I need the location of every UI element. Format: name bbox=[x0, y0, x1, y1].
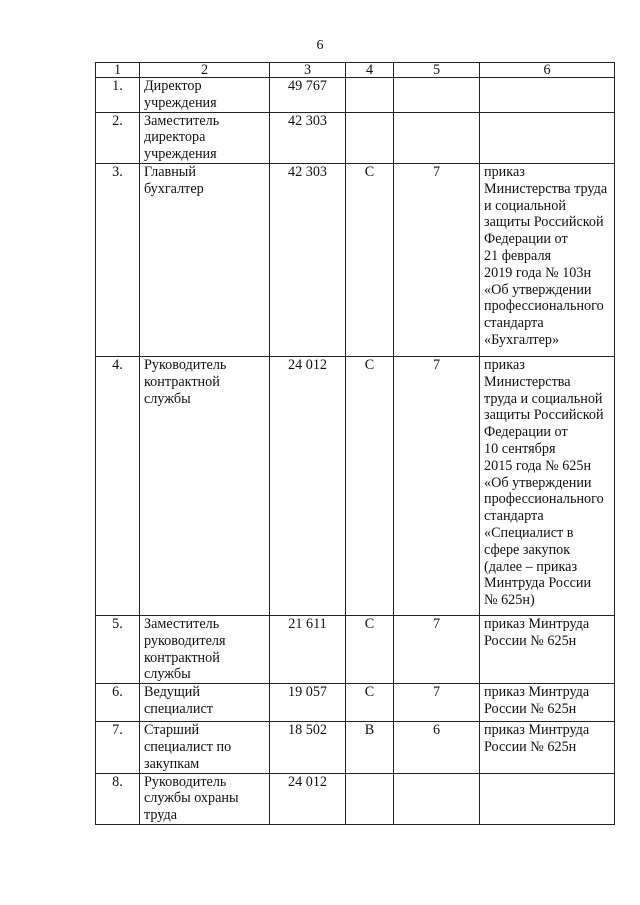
basis-cell-line: приказ bbox=[484, 356, 525, 373]
basis-cell-line: «Бухгалтер» bbox=[484, 331, 560, 348]
column-header: 5 bbox=[394, 63, 480, 78]
salary-cell: 42 303 bbox=[270, 112, 346, 163]
position-cell-line: Старший bbox=[144, 722, 200, 739]
position-cell-line: Руководитель bbox=[144, 356, 227, 373]
basis-cell-line: приказ bbox=[484, 163, 525, 180]
basis-cell bbox=[480, 615, 615, 683]
column-header: 4 bbox=[346, 63, 394, 78]
level-cell: С bbox=[346, 615, 394, 683]
basis-cell-line: 10 сентября bbox=[484, 440, 556, 457]
basis-cell-line: приказ Минтруда bbox=[484, 684, 590, 701]
basis-cell-line: Министерства труда bbox=[484, 180, 608, 197]
position-cell-line: Главный bbox=[144, 163, 196, 180]
basis-cell-line: профессионального bbox=[484, 491, 604, 508]
basis-cell-line: Федерации от bbox=[484, 231, 568, 248]
column-header: 3 bbox=[270, 63, 346, 78]
qualification-cell: 7 bbox=[394, 684, 480, 722]
position-cell-line: труда bbox=[144, 807, 177, 824]
table-row bbox=[96, 356, 615, 615]
basis-cell-line: Минтруда России bbox=[484, 575, 592, 592]
row-number-cell: 1. bbox=[96, 78, 140, 113]
qualification-cell bbox=[394, 773, 480, 824]
position-cell-line: руководителя bbox=[144, 632, 226, 649]
row-number-cell: 3. bbox=[96, 163, 140, 356]
basis-cell-line: стандарта bbox=[484, 508, 544, 525]
position-cell-line: службы bbox=[144, 390, 191, 407]
position-cell-line: Директор bbox=[144, 78, 202, 94]
table-row bbox=[96, 112, 615, 163]
position-cell-line: Ведущий bbox=[144, 684, 200, 701]
table-row bbox=[96, 163, 615, 356]
table-row bbox=[96, 722, 615, 773]
position-cell bbox=[140, 722, 270, 773]
position-cell bbox=[140, 78, 270, 113]
staff-salary-table bbox=[95, 62, 615, 825]
basis-cell-line: № 625н) bbox=[484, 592, 535, 609]
level-cell: В bbox=[346, 722, 394, 773]
basis-cell-line: (далее – приказ bbox=[484, 558, 578, 575]
basis-cell-line: 2019 года № 103н bbox=[484, 264, 592, 281]
basis-cell-line: Министерства bbox=[484, 373, 571, 390]
qualification-cell: 7 bbox=[394, 615, 480, 683]
position-cell bbox=[140, 356, 270, 615]
basis-cell bbox=[480, 773, 615, 824]
salary-cell: 24 012 bbox=[270, 773, 346, 824]
salary-cell: 42 303 bbox=[270, 163, 346, 356]
position-cell-line: закупкам bbox=[144, 755, 200, 772]
row-number-cell: 4. bbox=[96, 356, 140, 615]
position-cell-line: контрактной bbox=[144, 649, 220, 666]
position-cell bbox=[140, 684, 270, 722]
qualification-cell bbox=[394, 78, 480, 113]
position-cell-line: Заместитель bbox=[144, 615, 220, 632]
basis-cell bbox=[480, 112, 615, 163]
position-cell bbox=[140, 615, 270, 683]
level-cell bbox=[346, 112, 394, 163]
position-cell-line: службы охраны bbox=[144, 790, 239, 807]
table-header-row bbox=[96, 63, 615, 78]
basis-cell-line: «Специалист в bbox=[484, 524, 574, 541]
basis-cell-line: защиты Российской bbox=[484, 214, 604, 231]
salary-cell: 21 611 bbox=[270, 615, 346, 683]
row-number-cell: 7. bbox=[96, 722, 140, 773]
basis-cell-line: России № 625н bbox=[484, 738, 577, 755]
basis-cell-line: Федерации от bbox=[484, 424, 568, 441]
basis-cell-line: и социальной bbox=[484, 197, 566, 214]
position-cell-line: службы bbox=[144, 666, 191, 683]
position-cell-line: Заместитель bbox=[144, 112, 220, 129]
basis-cell-line: России № 625н bbox=[484, 700, 577, 717]
level-cell: С bbox=[346, 356, 394, 615]
level-cell bbox=[346, 773, 394, 824]
table-row bbox=[96, 615, 615, 683]
table-row bbox=[96, 773, 615, 824]
basis-cell-line: приказ Минтруда bbox=[484, 615, 590, 632]
position-cell-line: контрактной bbox=[144, 373, 220, 390]
basis-cell bbox=[480, 163, 615, 356]
level-cell: С bbox=[346, 163, 394, 356]
position-cell-line: учреждения bbox=[144, 146, 217, 163]
column-header: 1 bbox=[96, 63, 140, 78]
position-cell-line: специалист по bbox=[144, 738, 232, 755]
qualification-cell: 7 bbox=[394, 163, 480, 356]
basis-cell-line: защиты Российской bbox=[484, 407, 604, 424]
basis-cell-line: приказ Минтруда bbox=[484, 722, 590, 739]
position-cell bbox=[140, 112, 270, 163]
position-cell-line: Руководитель bbox=[144, 773, 227, 790]
salary-cell: 24 012 bbox=[270, 356, 346, 615]
basis-cell-line: сфере закупок bbox=[484, 541, 571, 558]
position-cell-line: бухгалтер bbox=[144, 180, 204, 197]
table-row bbox=[96, 684, 615, 722]
column-header: 6 bbox=[480, 63, 615, 78]
qualification-cell: 6 bbox=[394, 722, 480, 773]
basis-cell bbox=[480, 684, 615, 722]
level-cell: С bbox=[346, 684, 394, 722]
position-cell bbox=[140, 773, 270, 824]
row-number-cell: 5. bbox=[96, 615, 140, 683]
basis-cell bbox=[480, 356, 615, 615]
table-row bbox=[96, 78, 615, 113]
basis-cell-line: стандарта bbox=[484, 315, 544, 332]
row-number-cell: 8. bbox=[96, 773, 140, 824]
basis-cell-line: профессионального bbox=[484, 298, 604, 315]
basis-cell-line: «Об утверждении bbox=[484, 474, 592, 491]
basis-cell-line: 21 февраля bbox=[484, 247, 552, 264]
row-number-cell: 6. bbox=[96, 684, 140, 722]
basis-cell-line: 2015 года № 625н bbox=[484, 457, 592, 474]
position-cell-line: специалист bbox=[144, 700, 213, 717]
salary-cell: 49 767 bbox=[270, 78, 346, 113]
qualification-cell bbox=[394, 112, 480, 163]
basis-cell-line: России № 625н bbox=[484, 632, 577, 649]
row-number-cell: 2. bbox=[96, 112, 140, 163]
salary-cell: 18 502 bbox=[270, 722, 346, 773]
basis-cell bbox=[480, 78, 615, 113]
page-number: 6 bbox=[316, 38, 324, 53]
basis-cell bbox=[480, 722, 615, 773]
basis-cell-line: «Об утверждении bbox=[484, 281, 592, 298]
salary-cell: 19 057 bbox=[270, 684, 346, 722]
position-cell bbox=[140, 163, 270, 356]
level-cell bbox=[346, 78, 394, 113]
position-cell-line: директора bbox=[144, 129, 206, 146]
column-header: 2 bbox=[140, 63, 270, 78]
basis-cell-line: труда и социальной bbox=[484, 390, 603, 407]
qualification-cell: 7 bbox=[394, 356, 480, 615]
position-cell-line: учреждения bbox=[144, 94, 217, 111]
